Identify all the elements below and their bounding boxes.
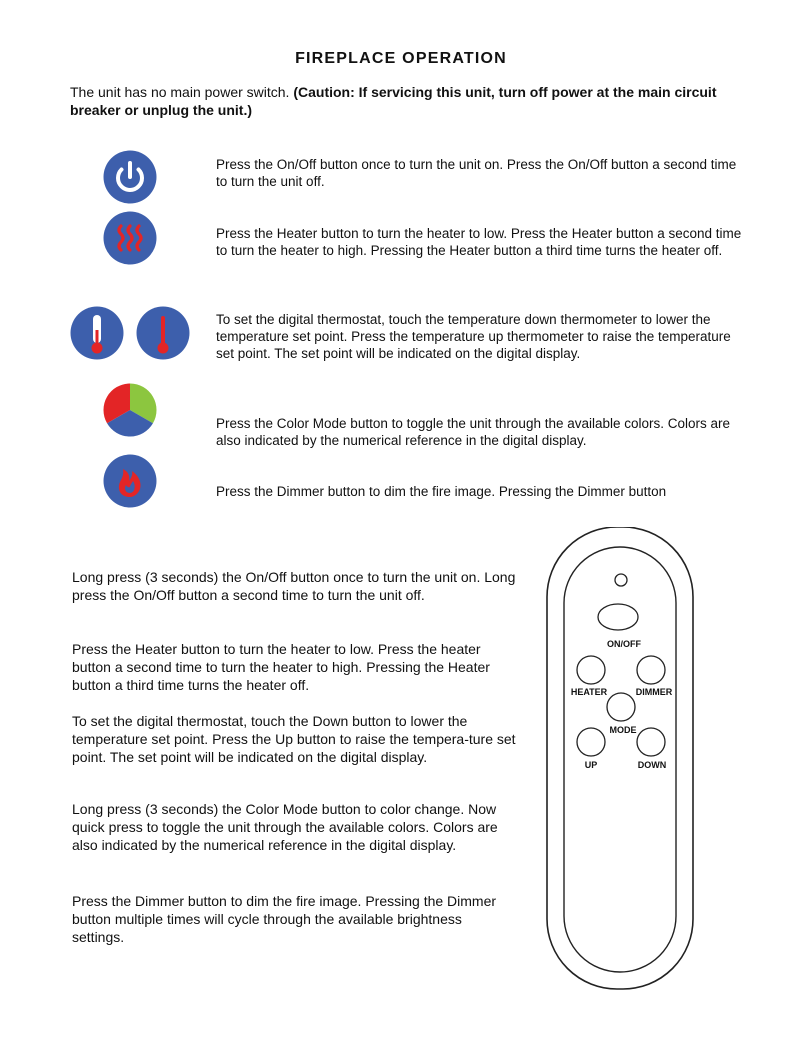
instruction-thermostat: To set the digital thermostat, touch the temperature down thermometer to lower the temperature set point. Press the temperature up thermometer to raise the temperature set point. The set point will be indicated on the digital display. xyxy=(216,312,731,361)
thermometer-up-icon xyxy=(136,306,190,360)
remote-instruction-color-mode: Long press (3 seconds) the Color Mode button to color change. Now quick press to toggle the unit through the available colors. Colors are also indicated by the numerical reference in the digital display. xyxy=(72,801,498,853)
instruction-color-mode: Press the Color Mode button to toggle the unit through the available colors. Colors are also indicated by the numerical reference in the digital display. xyxy=(216,416,731,448)
page-title: FIREPLACE OPERATION xyxy=(295,50,507,67)
color-wheel-icon xyxy=(103,383,157,437)
remote-control-diagram xyxy=(540,527,700,997)
intro-text: The unit has no main power switch. xyxy=(70,84,290,100)
power-icon xyxy=(103,150,157,204)
flame-icon xyxy=(103,454,157,508)
thermometer-down-icon xyxy=(70,306,124,360)
instruction-dimmer: Press the Dimmer button to dim the fire image. Pressing the Dimmer button xyxy=(216,484,667,499)
heater-waves-icon xyxy=(103,211,157,265)
remote-down-button xyxy=(637,728,665,756)
remote-up-label: UP xyxy=(584,760,598,770)
intro-paragraph xyxy=(70,83,750,119)
remote-heater-label: HEATER xyxy=(570,687,608,697)
remote-on-off-button xyxy=(598,604,638,630)
caution-text: (Caution: If servicing this unit, turn off power at the main circuit breaker or unplug the unit.) xyxy=(70,84,717,118)
remote-mode-button xyxy=(607,693,635,721)
indicator-led-icon xyxy=(615,574,627,586)
remote-heater-button xyxy=(577,656,605,684)
remote-up-button xyxy=(577,728,605,756)
remote-instruction-heater: Press the Heater button to turn the heater to low. Press the heater button a second time to turn the heater to high. Pressing the Heater button a third time turns the heater off. xyxy=(72,641,490,693)
instruction-on-off: Press the On/Off button once to turn the unit on. Press the On/Off button a second time to turn the unit off. xyxy=(216,157,737,189)
remote-on-off-label: ON/OFF xyxy=(607,639,641,649)
remote-mode-label: MODE xyxy=(609,725,637,735)
remote-dimmer-label: DIMMER xyxy=(635,687,673,697)
remote-instruction-on-off: Long press (3 seconds) the On/Off button once to turn the unit on. Long press the On/Off button a second time to turn the unit off. xyxy=(72,569,516,603)
instruction-heater: Press the Heater button to turn the heater to low. Press the Heater button a second time to turn the heater to high. Pressing the Heater button a third time turns the heater off. xyxy=(216,226,742,258)
remote-dimmer-button xyxy=(637,656,665,684)
remote-instruction-thermostat: To set the digital thermostat, touch the Down button to lower the temperature set point. Press the Up button to raise the tempera-ture set point. The set point will be indicated on the digital display. xyxy=(72,713,516,765)
remote-down-label: DOWN xyxy=(637,760,667,770)
remote-instruction-dimmer: Press the Dimmer button to dim the fire image. Pressing the Dimmer button multiple times will cycle through the available brightness settings. xyxy=(72,893,497,945)
remote-body-outline xyxy=(547,527,693,989)
